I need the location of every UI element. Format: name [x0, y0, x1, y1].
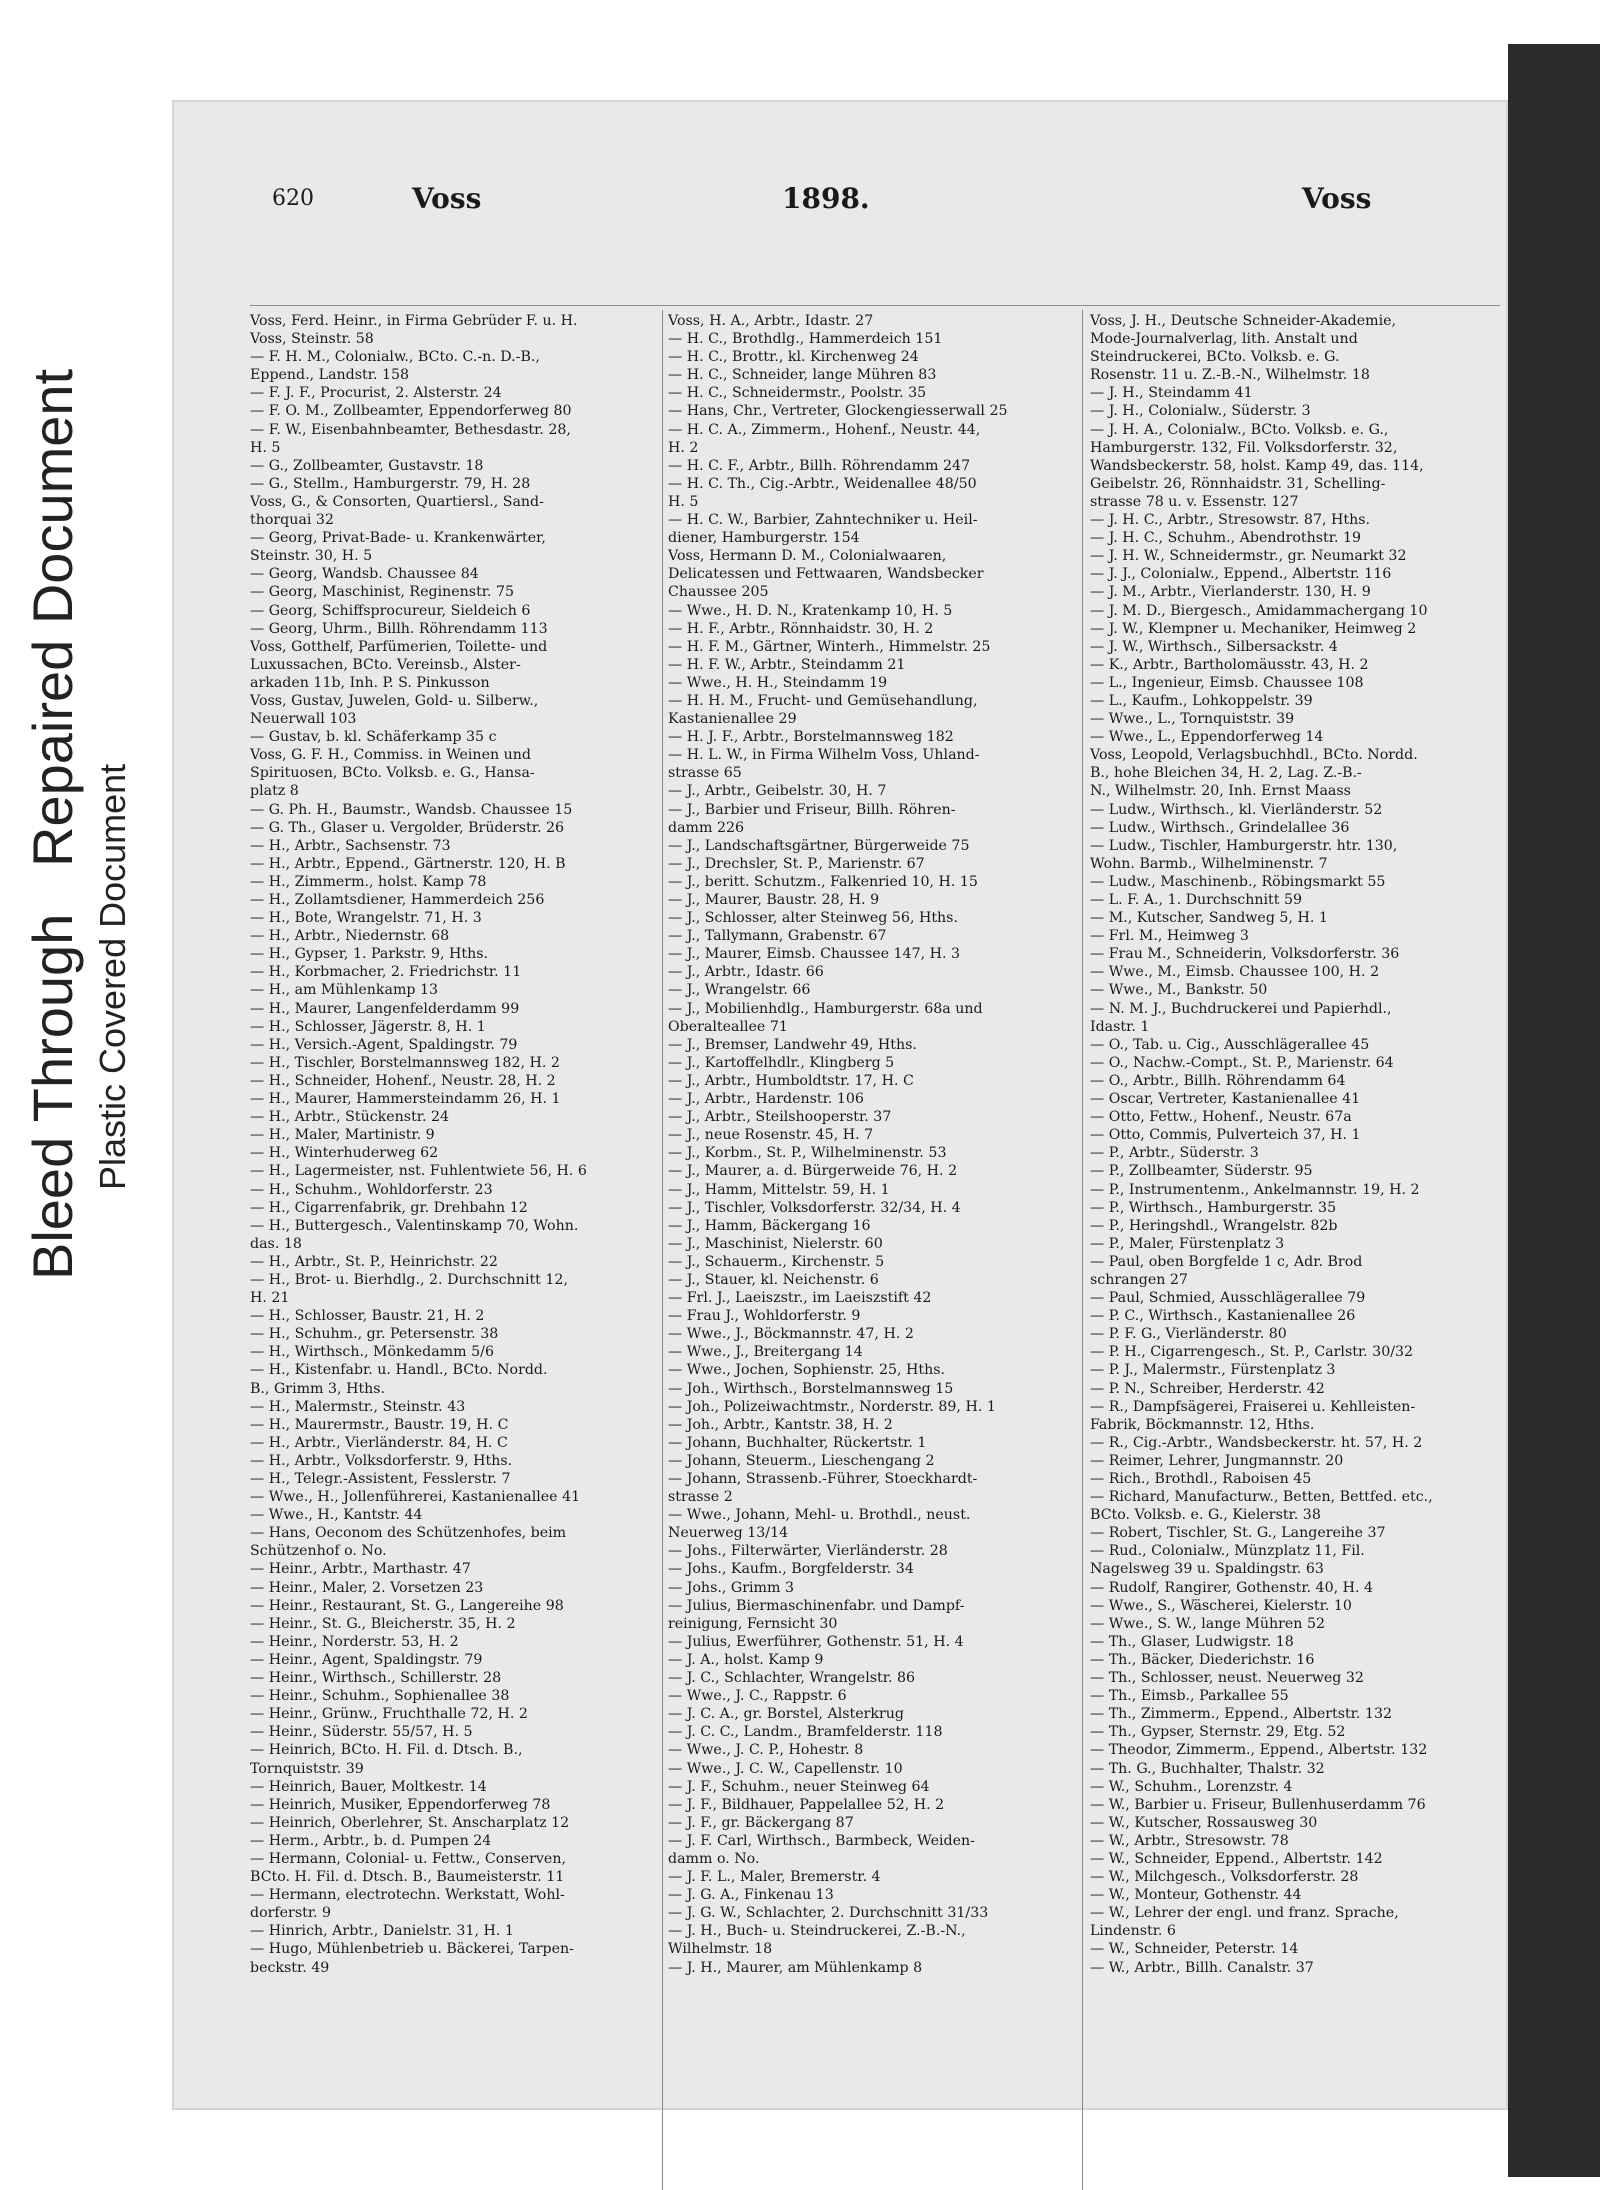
directory-entry-line: — H. C., Schneider, lange Mühren 83 — [668, 367, 937, 384]
directory-entry-line: — W., Arbtr., Stresowstr. 78 — [1090, 1832, 1289, 1849]
directory-entry-line: Luxussachen, BCto. Vereinsb., Alster- — [250, 656, 521, 673]
directory-entry-line: Mode-Journalverlag, lith. Anstalt und — [1090, 331, 1358, 348]
directory-entry-line: — Georg, Privat-Bade- u. Krankenwärter, — [250, 530, 546, 547]
directory-entry-line: — J. G. A., Finkenau 13 — [668, 1887, 834, 1904]
directory-entry-line: — Paul, Schmied, Ausschlägerallee 79 — [1090, 1290, 1366, 1307]
directory-entry-line: — Frau M., Schneiderin, Volksdorferstr. 36 — [1090, 946, 1400, 963]
directory-entry-line: — P., Heringshdl., Wrangelstr. 82b — [1090, 1217, 1338, 1234]
directory-entry-line: — J., Mobilienhdlg., Hamburgerstr. 68a und — [668, 1000, 983, 1017]
directory-entry-line: — H., Brot- u. Bierhdlg., 2. Durchschnitt 12, — [250, 1271, 568, 1288]
directory-entry-line: schrangen 27 — [1090, 1271, 1188, 1288]
directory-entry-line: — H., Schuhm., gr. Petersenstr. 38 — [250, 1326, 499, 1343]
directory-entry-line: — Julius, Ewerführer, Gothenstr. 51, H. 4 — [668, 1633, 964, 1650]
column-1 — [250, 312, 660, 1977]
directory-entry-line: — J., Maurer, a. d. Bürgerweide 76, H. 2 — [668, 1163, 958, 1180]
directory-entry-line: — Johann, Strassenb.-Führer, Stoeckhardt- — [668, 1471, 978, 1487]
directory-entry-line: — W., Lehrer der engl. und franz. Sprache, — [1090, 1905, 1399, 1922]
directory-entry-line: Neuerweg 13/14 — [668, 1525, 789, 1542]
directory-entry-line: — Rud., Colonialw., Münzplatz 11, Fil. — [1090, 1543, 1365, 1560]
directory-entry-line: — Hermann, electrotechn. Werkstatt, Wohl- — [250, 1887, 565, 1904]
directory-entry-line: — H. F. M., Gärtner, Winterh., Himmelstr. 25 — [668, 638, 991, 655]
directory-entry-line: — Hermann, Colonial- u. Fettw., Conserven, — [250, 1850, 566, 1867]
directory-entry-line: — Wwe., S., Wäscherei, Kielerstr. 10 — [1090, 1597, 1352, 1614]
directory-entry-line: N., Wilhelmstr. 20, Inh. Ernst Maass — [1090, 783, 1351, 800]
directory-entry-line: — Hugo, Mühlenbetrieb u. Bäckerei, Tarpen- — [250, 1941, 574, 1958]
running-head — [172, 180, 1508, 224]
directory-entry-line: — H., Bote, Wrangelstr. 71, H. 3 — [250, 910, 482, 927]
directory-entry-line: — M., Kutscher, Sandweg 5, H. 1 — [1090, 910, 1328, 927]
directory-entry-line: — J., Schauerm., Kirchenstr. 5 — [668, 1253, 885, 1270]
column-rule-2 — [1082, 310, 1083, 2190]
directory-entry-line: thorquai 32 — [250, 512, 334, 529]
directory-entry-line: — Th., Bäcker, Diederichstr. 16 — [1090, 1651, 1315, 1668]
directory-entry-line: — H., Zimmerm., holst. Kamp 78 — [250, 873, 487, 890]
directory-entry-line: — J., Barbier und Friseur, Billh. Röhren- — [668, 801, 956, 818]
directory-entry-line: — Th., Zimmerm., Eppend., Albertstr. 132 — [1090, 1706, 1393, 1723]
directory-entry-line: — Wwe., M., Bankstr. 50 — [1090, 982, 1268, 999]
directory-entry-line: — J. F., Schuhm., neuer Steinweg 64 — [668, 1778, 930, 1795]
directory-entry-line: — H., Zollamtsdiener, Hammerdeich 256 — [250, 892, 545, 908]
directory-entry-line: — R., Cig.-Arbtr., Wandsbeckerstr. ht. 57, H. 2 — [1090, 1434, 1423, 1451]
directory-entry-line: — H., am Mühlenkamp 13 — [250, 982, 439, 999]
directory-entry-line: — Johann, Buchhalter, Rückertstr. 1 — [668, 1434, 927, 1451]
directory-entry-line: — P., Wirthsch., Hamburgerstr. 35 — [1090, 1199, 1337, 1216]
directory-entry-line: — H., Korbmacher, 2. Friedrichstr. 11 — [250, 964, 522, 981]
directory-entry-line: — H. C., Brothdlg., Hammerdeich 151 — [668, 331, 943, 348]
directory-entry-line: Voss, Leopold, Verlagsbuchhdl., BCto. Nordd. — [1090, 747, 1418, 764]
directory-entry-line: — O., Arbtr., Billh. Röhrendamm 64 — [1090, 1072, 1346, 1089]
directory-entry-line: — Reimer, Lehrer, Jungmannstr. 20 — [1090, 1452, 1344, 1469]
directory-entry-line: — H. C., Brottr., kl. Kirchenweg 24 — [668, 349, 919, 366]
directory-entry-line: — Johs., Filterwärter, Vierländerstr. 28 — [668, 1543, 948, 1560]
directory-entry-line: — J., Bremser, Landwehr 49, Hths. — [668, 1036, 917, 1053]
directory-entry-line: — P. J., Malermstr., Fürstenplatz 3 — [1090, 1362, 1336, 1379]
directory-entry-line: Voss, Ferd. Heinr., in Firma Gebrüder F. u. H. — [250, 313, 578, 329]
directory-entry-line: — Ludw., Wirthsch., kl. Vierländerstr. 52 — [1090, 801, 1383, 818]
directory-entry-line: — Heinr., Arbtr., Marthastr. 47 — [250, 1561, 471, 1578]
directory-entry-line: — W., Milchgesch., Volksdorferstr. 28 — [1090, 1869, 1359, 1886]
directory-entry-line: — F. H. M., Colonialw., BCto. C.-n. D.-B., — [250, 349, 540, 366]
directory-entry-line: — H., Cigarrenfabrik, gr. Drehbahn 12 — [250, 1199, 528, 1216]
column-rule-1 — [662, 310, 663, 2190]
directory-entry-line: — L., Kaufm., Lohkoppelstr. 39 — [1090, 692, 1313, 709]
directory-entry-line: — J. F. Carl, Wirthsch., Barmbeck, Weiden- — [668, 1832, 975, 1849]
directory-entry-line: H. 5 — [250, 439, 281, 456]
directory-entry-line: H. 21 — [250, 1290, 290, 1307]
directory-entry-line: — H., Schneider, Hohenf., Neustr. 28, H. 2 — [250, 1072, 556, 1089]
directory-entry-line: — W., Monteur, Gothenstr. 44 — [1090, 1887, 1302, 1904]
directory-entry-line: — H., Schlosser, Baustr. 21, H. 2 — [250, 1308, 485, 1325]
directory-entry-line: Voss, Gotthelf, Parfümerien, Toilette- und — [250, 638, 548, 655]
directory-entry-line: Wohn. Barmb., Wilhelminenstr. 7 — [1090, 855, 1328, 872]
directory-entry-line: — H., Malermstr., Steinstr. 43 — [250, 1398, 466, 1415]
directory-entry-line: Rosenstr. 11 u. Z.-B.-N., Wilhelmstr. 18 — [1090, 367, 1370, 384]
directory-entry-line: — H. C. Th., Cig.-Arbtr., Weidenallee 48/50 — [668, 475, 977, 492]
directory-entry-line: — O., Nachw.-Compt., St. P., Marienstr. 64 — [1090, 1054, 1394, 1071]
directory-entry-line: — Wwe., H., Jollenführerei, Kastanienallee 41 — [250, 1489, 581, 1506]
directory-entry-line: — Theodor, Zimmerm., Eppend., Albertstr. 132 — [1090, 1742, 1428, 1759]
directory-entry-line: Delicatessen und Fettwaaren, Wandsbecker — [668, 566, 984, 583]
running-head-left: Voss — [412, 182, 482, 215]
directory-entry-line: — Otto, Commis, Pulverteich 37, H. 1 — [1090, 1127, 1361, 1144]
directory-entry-line: — Wwe., Johann, Mehl- u. Brothdl., neust. — [668, 1507, 971, 1524]
side-label-bleed-through: Bleed Through — [21, 913, 84, 1280]
directory-entry-line: Hamburgerstr. 132, Fil. Volksdorferstr. 32, — [1090, 439, 1398, 456]
directory-entry-line: — Frl. J., Laeiszstr., im Laeiszstift 42 — [668, 1290, 932, 1307]
directory-entry-line: das. 18 — [250, 1235, 302, 1252]
side-label-plastic-covered: Plastic Covered Document — [92, 763, 133, 1190]
directory-entry-line: — W., Schneider, Eppend., Albertstr. 142 — [1090, 1850, 1383, 1867]
directory-entry-line: — J., Maurer, Eimsb. Chaussee 147, H. 3 — [668, 946, 961, 963]
directory-entry-line: — Heinr., Schuhm., Sophienallee 38 — [250, 1688, 510, 1705]
side-labels — [0, 190, 160, 1290]
directory-entry-line: Voss, Hermann D. M., Colonialwaaren, — [668, 548, 947, 565]
directory-entry-line: — J. C. A., gr. Borstel, Alsterkrug — [668, 1706, 904, 1723]
directory-entry-line: — J. J., Colonialw., Eppend., Albertstr. 116 — [1090, 566, 1392, 583]
directory-entry-line: — J. H. A., Colonialw., BCto. Volksb. e. G., — [1090, 421, 1389, 438]
directory-entry-line: — Wwe., S. W., lange Mühren 52 — [1090, 1615, 1326, 1632]
directory-entry-line: Schützenhof o. No. — [250, 1543, 387, 1560]
directory-entry-line: — H., Schlosser, Jägerstr. 8, H. 1 — [250, 1018, 486, 1035]
directory-entry-line: — Gustav, b. kl. Schäferkamp 35 c — [250, 729, 497, 746]
directory-entry-line: — H. C., Schneidermstr., Poolstr. 35 — [668, 385, 927, 402]
directory-entry-line: — Joh., Wirthsch., Borstelmannsweg 15 — [668, 1380, 954, 1397]
directory-entry-line: — Heinrich, Oberlehrer, St. Anscharplatz 12 — [250, 1814, 570, 1831]
directory-entry-line: Neuerwall 103 — [250, 711, 357, 728]
directory-entry-line: Spirituosen, BCto. Volksb. e. G., Hansa- — [250, 765, 535, 782]
directory-entry-line: — G. Th., Glaser u. Vergolder, Brüderstr. 26 — [250, 819, 565, 836]
directory-entry-line: — H., Maurer, Hammersteindamm 26, H. 1 — [250, 1091, 561, 1108]
directory-entry-line: — H., Arbtr., Stückenstr. 24 — [250, 1109, 450, 1126]
directory-entry-line: — J., Arbtr., Hardenstr. 106 — [668, 1091, 864, 1108]
directory-entry-line: — J. W., Wirthsch., Silbersackstr. 4 — [1090, 638, 1338, 655]
directory-entry-line: Wilhelmstr. 18 — [668, 1941, 773, 1958]
directory-entry-line: B., hohe Bleichen 34, H. 2, Lag. Z.-B.- — [1090, 765, 1362, 782]
directory-entry-line: — J., Kartoffelhdlr., Klingberg 5 — [668, 1054, 895, 1071]
directory-entry-line: — H. F. W., Arbtr., Steindamm 21 — [668, 656, 906, 673]
directory-entry-line: — Heinrich, Bauer, Moltkestr. 14 — [250, 1778, 487, 1795]
directory-entry-line: Lindenstr. 6 — [1090, 1923, 1176, 1940]
directory-entry-line: — H. C. W., Barbier, Zahntechniker u. Heil- — [668, 512, 978, 529]
directory-entry-line: — F. O. M., Zollbeamter, Eppendorferweg 80 — [250, 403, 572, 420]
directory-entry-line: strasse 78 u. v. Essenstr. 127 — [1090, 493, 1299, 510]
directory-entry-line: — J., Maschinist, Nielerstr. 60 — [668, 1235, 883, 1252]
directory-entry-line: — J., Tallymann, Grabenstr. 67 — [668, 928, 887, 945]
directory-entry-line: — Wwe., H. D. N., Kratenkamp 10, H. 5 — [668, 602, 953, 619]
directory-entry-line: — H., Maler, Martinistr. 9 — [250, 1127, 435, 1144]
directory-entry-line: — H. J. F., Arbtr., Borstelmannsweg 182 — [668, 729, 954, 746]
directory-entry-line: — P., Zollbeamter, Süderstr. 95 — [1090, 1163, 1313, 1180]
directory-entry-line: strasse 2 — [668, 1489, 733, 1506]
directory-entry-line: — W., Arbtr., Billh. Canalstr. 37 — [1090, 1959, 1314, 1976]
directory-entry-line: — Richard, Manufacturw., Betten, Bettfed. etc., — [1090, 1489, 1433, 1506]
directory-entry-line: — H., Kistenfabr. u. Handl., BCto. Nordd. — [250, 1362, 548, 1379]
directory-entry-line: — Wwe., L., Eppendorferweg 14 — [1090, 729, 1324, 746]
directory-entry-line: — Heinrich, Musiker, Eppendorferweg 78 — [250, 1796, 551, 1813]
side-label-repaired-document: Repaired Document — [21, 368, 84, 867]
directory-entry-line: — Th., Eimsb., Parkallee 55 — [1090, 1688, 1289, 1705]
directory-entry-line: — Heinr., Maler, 2. Vorsetzen 23 — [250, 1579, 484, 1596]
directory-entry-line: Steinstr. 30, H. 5 — [250, 548, 373, 565]
directory-entry-line: Kastanienallee 29 — [668, 711, 797, 728]
directory-entry-line: — H. H. M., Frucht- und Gemüsehandlung, — [668, 692, 978, 709]
directory-entry-line: — Heinr., Süderstr. 55/57, H. 5 — [250, 1724, 473, 1741]
directory-entry-line: — J., beritt. Schutzm., Falkenried 10, H. 15 — [668, 873, 978, 890]
directory-entry-line: — W., Kutscher, Rossausweg 30 — [1090, 1814, 1318, 1831]
directory-entry-line: beckstr. 49 — [250, 1959, 330, 1976]
directory-entry-line: — J., Arbtr., Humboldtstr. 17, H. C — [668, 1072, 914, 1089]
directory-entry-line: — J. H. C., Schuhm., Abendrothstr. 19 — [1090, 530, 1362, 547]
directory-entry-line: — Th., Glaser, Ludwigstr. 18 — [1090, 1633, 1294, 1650]
directory-entry-line: — H., Arbtr., St. P., Heinrichstr. 22 — [250, 1253, 498, 1270]
directory-entry-line: — N. M. J., Buchdruckerei und Papierhdl., — [1090, 1000, 1392, 1017]
directory-entry-line: — Hans, Oeconom des Schützenhofes, beim — [250, 1525, 567, 1542]
directory-entry-line: — H., Wirthsch., Mönkedamm 5/6 — [250, 1344, 494, 1361]
directory-entry-line: — Georg, Uhrm., Billh. Röhrendamm 113 — [250, 620, 548, 637]
directory-entry-line: — H., Versich.-Agent, Spaldingstr. 79 — [250, 1036, 518, 1053]
directory-entry-line: — J. H., Buch- u. Steindruckerei, Z.-B.-N., — [668, 1923, 966, 1940]
directory-entry-line: — Johs., Kaufm., Borgfelderstr. 34 — [668, 1561, 914, 1578]
directory-entry-line: — J. F., Bildhauer, Pappelallee 52, H. 2 — [668, 1796, 945, 1813]
directory-entry-line: — Georg, Schiffsprocureur, Sieldeich 6 — [250, 602, 531, 619]
directory-entry-line: — J., Korbm., St. P., Wilhelminenstr. 53 — [668, 1145, 947, 1162]
directory-entry-line: dorferstr. 9 — [250, 1905, 332, 1922]
directory-entry-line: — Wwe., Jochen, Sophienstr. 25, Hths. — [668, 1362, 946, 1379]
directory-entry-line: — J. H., Colonialw., Süderstr. 3 — [1090, 403, 1311, 420]
directory-entry-line: — Ludw., Wirthsch., Grindelallee 36 — [1090, 819, 1350, 836]
directory-entry-line: — Heinr., Wirthsch., Schillerstr. 28 — [250, 1670, 502, 1687]
directory-entry-line: — Frl. M., Heimweg 3 — [1090, 928, 1249, 945]
directory-entry-line: — H., Arbtr., Vierländerstr. 84, H. C — [250, 1434, 508, 1451]
directory-entry-line: — J., Landschaftsgärtner, Bürgerweide 75 — [668, 837, 970, 854]
directory-entry-line: — P. F. G., Vierländerstr. 80 — [1090, 1326, 1287, 1343]
directory-entry-line: — J., neue Rosenstr. 45, H. 7 — [668, 1127, 874, 1144]
directory-entry-line: B., Grimm 3, Hths. — [250, 1380, 386, 1397]
directory-entry-line: — J., Wrangelstr. 66 — [668, 982, 811, 999]
directory-entry-line: — J. H. C., Arbtr., Stresowstr. 87, Hths. — [1090, 512, 1370, 529]
directory-entry-line: — Hans, Chr., Vertreter, Glockengiesserwall 25 — [668, 403, 1008, 420]
directory-entry-line: — Robert, Tischler, St. G., Langereihe 37 — [1090, 1525, 1386, 1542]
directory-entry-line: — J., Hamm, Bäckergang 16 — [668, 1217, 871, 1234]
directory-entry-line: — Hinrich, Arbtr., Danielstr. 31, H. 1 — [250, 1923, 514, 1940]
directory-entry-line: — Georg, Maschinist, Reginenstr. 75 — [250, 584, 515, 601]
directory-entry-line: — Heinrich, BCto. H. Fil. d. Dtsch. B., — [250, 1742, 523, 1759]
directory-entry-line: — J. C. C., Landm., Bramfelderstr. 118 — [668, 1724, 943, 1741]
directory-entry-line: — J. W., Klempner u. Mechaniker, Heimweg 2 — [1090, 620, 1417, 637]
directory-entry-line: — Heinr., St. G., Bleicherstr. 35, H. 2 — [250, 1615, 516, 1632]
directory-entry-line: — Heinr., Restaurant, St. G., Langereihe 98 — [250, 1597, 564, 1614]
directory-entry-line: — H. C. F., Arbtr., Billh. Röhrendamm 247 — [668, 457, 971, 474]
directory-entry-line: Idastr. 1 — [1090, 1018, 1150, 1035]
directory-entry-line: H. 2 — [668, 439, 699, 456]
directory-entry-line: — Wwe., J., Böckmannstr. 47, H. 2 — [668, 1326, 914, 1343]
directory-entry-line: — J., Hamm, Mittelstr. 59, H. 1 — [668, 1181, 890, 1198]
header-rule — [250, 305, 1500, 306]
directory-entry-line: — H., Lagermeister, nst. Fuhlentwiete 56, H. 6 — [250, 1163, 587, 1180]
directory-entry-line: — Heinr., Norderstr. 53, H. 2 — [250, 1633, 459, 1650]
directory-entry-line: — K., Arbtr., Bartholomäusstr. 43, H. 2 — [1090, 656, 1369, 673]
column-2 — [668, 312, 1078, 1977]
directory-entry-line: — L. F. A., 1. Durchschnitt 59 — [1090, 892, 1302, 908]
directory-entry-line: Nagelsweg 39 u. Spaldingstr. 63 — [1090, 1561, 1324, 1578]
directory-entry-line: — H., Winterhuderweg 62 — [250, 1145, 439, 1162]
directory-entry-line: — J. C., Schlachter, Wrangelstr. 86 — [668, 1670, 916, 1687]
directory-entry-line: — L., Ingenieur, Eimsb. Chaussee 108 — [1090, 674, 1364, 691]
directory-entry-line: — H., Buttergesch., Valentinskamp 70, Wohn. — [250, 1217, 579, 1234]
directory-entry-line: — G. Ph. H., Baumstr., Wandsb. Chaussee 15 — [250, 801, 573, 818]
directory-entry-line: — J., Maurer, Baustr. 28, H. 9 — [668, 892, 880, 908]
directory-entry-line: — Wwe., J. C., Rappstr. 6 — [668, 1688, 847, 1705]
directory-entry-line: — Oscar, Vertreter, Kastanienallee 41 — [1090, 1091, 1361, 1108]
side-label-line-1 — [20, 369, 85, 1280]
running-head-year: 1898. — [782, 182, 870, 215]
directory-entry-line: — Rudolf, Rangirer, Gothenstr. 40, H. 4 — [1090, 1579, 1374, 1596]
directory-entry-line: — H., Arbtr., Volksdorferstr. 9, Hths. — [250, 1452, 513, 1469]
directory-entry-line: — Wwe., M., Eimsb. Chaussee 100, H. 2 — [1090, 964, 1380, 981]
directory-entry-line: Voss, H. A., Arbtr., Idastr. 27 — [668, 313, 874, 329]
directory-entry-line: — Heinr., Grünw., Fruchthalle 72, H. 2 — [250, 1706, 528, 1723]
directory-entry-line: BCto. H. Fil. d. Dtsch. B., Baumeisterstr. 11 — [250, 1869, 565, 1886]
column-3 — [1090, 312, 1500, 1977]
directory-entry-line: — H., Schuhm., Wohldorferstr. 23 — [250, 1181, 493, 1198]
directory-entry-line: — J., Drechsler, St. P., Marienstr. 67 — [668, 855, 925, 872]
directory-entry-line: H. 5 — [668, 493, 699, 510]
directory-page — [172, 100, 1508, 2110]
directory-entry-line: — F. W., Eisenbahnbeamter, Bethesdastr. 28, — [250, 421, 571, 438]
directory-entry-line: diener, Hamburgerstr. 154 — [668, 530, 860, 547]
directory-entry-line: — J., Stauer, kl. Neichenstr. 6 — [668, 1271, 879, 1288]
directory-entry-line: — Heinr., Agent, Spaldingstr. 79 — [250, 1651, 483, 1668]
directory-entry-line: — Wwe., H., Kantstr. 44 — [250, 1507, 423, 1524]
directory-entry-line: reinigung, Fernsicht 30 — [668, 1615, 838, 1632]
directory-entry-line: — H. L. W., in Firma Wilhelm Voss, Uhland- — [668, 747, 980, 764]
directory-entry-line: Geibelstr. 26, Rönnhaidstr. 31, Schelling- — [1090, 475, 1386, 492]
directory-entry-line: Voss, G., & Consorten, Quartiersl., Sand- — [250, 493, 544, 510]
directory-entry-line: — G., Zollbeamter, Gustavstr. 18 — [250, 457, 484, 474]
directory-entry-line: arkaden 11b, Inh. P. S. Pinkusson — [250, 674, 490, 691]
directory-entry-line: — H., Arbtr., Niedernstr. 68 — [250, 928, 450, 945]
directory-entry-line: — Joh., Polizeiwachtmstr., Norderstr. 89, H. 1 — [668, 1398, 996, 1415]
directory-entry-line: Chaussee 205 — [668, 584, 769, 601]
directory-entry-line: — Otto, Fettw., Hohenf., Neustr. 67a — [1090, 1109, 1352, 1126]
directory-entry-line: — J. F., gr. Bäckergang 87 — [668, 1814, 854, 1831]
directory-entry-line: — J., Arbtr., Steilshooperstr. 37 — [668, 1109, 892, 1126]
directory-entry-line: — Frau J., Wohldorferstr. 9 — [668, 1308, 861, 1325]
directory-entry-line: — Wwe., H. H., Steindamm 19 — [668, 674, 888, 691]
directory-entry-line: damm o. No. — [668, 1850, 760, 1867]
directory-entry-line: — Johann, Steuerm., Lieschengang 2 — [668, 1452, 935, 1469]
directory-entry-line: strasse 65 — [668, 765, 742, 782]
page-number: 620 — [272, 186, 314, 211]
directory-entry-line: — H., Maurer, Langenfelderdamm 99 — [250, 1000, 520, 1017]
directory-entry-line: BCto. Volksb. e. G., Kielerstr. 38 — [1090, 1507, 1321, 1524]
directory-entry-line: — O., Tab. u. Cig., Ausschlägerallee 45 — [1090, 1036, 1370, 1053]
directory-entry-line: — J. H. W., Schneidermstr., gr. Neumarkt 32 — [1090, 548, 1407, 565]
directory-entry-line: — J., Arbtr., Idastr. 66 — [668, 964, 824, 981]
directory-entry-line: — J. M. D., Biergesch., Amidammachergang 10 — [1090, 602, 1428, 619]
directory-entry-line: — J. F. L., Maler, Bremerstr. 4 — [668, 1869, 881, 1886]
directory-entry-line: Voss, Steinstr. 58 — [250, 331, 374, 348]
directory-entry-line: Oberalteallee 71 — [668, 1018, 788, 1035]
directory-entry-line: — Wwe., J. C. W., Capellenstr. 10 — [668, 1760, 903, 1777]
directory-entry-line: — J. H., Maurer, am Mühlenkamp 8 — [668, 1959, 923, 1976]
directory-entry-line: — Wwe., L., Tornquiststr. 39 — [1090, 711, 1295, 728]
directory-entry-line: platz 8 — [250, 783, 299, 800]
directory-entry-line: — W., Schuhm., Lorenzstr. 4 — [1090, 1778, 1293, 1795]
directory-entry-line: Tornquiststr. 39 — [250, 1760, 364, 1777]
directory-entry-line: — P. H., Cigarrengesch., St. P., Carlstr. 30/32 — [1090, 1344, 1414, 1361]
directory-entry-line: — G., Stellm., Hamburgerstr. 79, H. 28 — [250, 475, 531, 492]
directory-entry-line: — H., Telegr.-Assistent, Fesslerstr. 7 — [250, 1471, 511, 1487]
directory-entry-line: — Wwe., J. C. P., Hohestr. 8 — [668, 1742, 864, 1759]
directory-entry-line: — R., Dampfsägerei, Fraiserei u. Kehlleisten- — [1090, 1398, 1416, 1415]
directory-entry-line: — W., Barbier u. Friseur, Bullenhuserdamm 76 — [1090, 1796, 1426, 1813]
directory-entry-line: — P. C., Wirthsch., Kastanienallee 26 — [1090, 1308, 1356, 1325]
directory-entry-line: — J. A., holst. Kamp 9 — [668, 1651, 824, 1668]
directory-entry-line: — J. M., Arbtr., Vierlanderstr. 130, H. 9 — [1090, 584, 1371, 601]
directory-entry-line: — H., Tischler, Borstelmannsweg 182, H. 2 — [250, 1054, 560, 1071]
directory-entry-line: — P., Instrumentenm., Ankelmannstr. 19, H. 2 — [1090, 1181, 1420, 1198]
directory-entry-line: Voss, J. H., Deutsche Schneider-Akademie, — [1090, 313, 1397, 329]
directory-entry-line: — Julius, Biermaschinenfabr. und Dampf- — [668, 1597, 965, 1614]
directory-entry-line: — H., Arbtr., Sachsenstr. 73 — [250, 837, 451, 854]
directory-entry-line: — J., Tischler, Volksdorferstr. 32/34, H. 4 — [668, 1199, 961, 1216]
directory-entry-line: — J., Arbtr., Geibelstr. 30, H. 7 — [668, 783, 887, 800]
directory-entry-line: — F. J. F., Procurist, 2. Alsterstr. 24 — [250, 385, 502, 402]
directory-entry-line: — J. H., Steindamm 41 — [1090, 385, 1253, 402]
directory-entry-line: — Georg, Wandsb. Chaussee 84 — [250, 566, 479, 583]
directory-entry-line: — Paul, oben Borgfelde 1 c, Adr. Brod — [1090, 1253, 1363, 1270]
directory-entry-line: — P., Maler, Fürstenplatz 3 — [1090, 1235, 1285, 1252]
directory-entry-line: — Ludw., Tischler, Hamburgerstr. htr. 130, — [1090, 837, 1398, 854]
directory-entry-line: — Ludw., Maschinenb., Röbingsmarkt 55 — [1090, 873, 1386, 890]
directory-entry-line: Voss, G. F. H., Commiss. in Weinen und — [250, 747, 531, 764]
directory-entry-line: — Rich., Brothdl., Raboisen 45 — [1090, 1471, 1312, 1487]
directory-entry-line: — P. N., Schreiber, Herderstr. 42 — [1090, 1380, 1325, 1397]
directory-entry-line: — Th. G., Buchhalter, Thalstr. 32 — [1090, 1760, 1325, 1777]
directory-entry-line: — H., Arbtr., Eppend., Gärtnerstr. 120, H. B — [250, 855, 566, 872]
directory-entry-line: damm 226 — [668, 819, 745, 836]
directory-entry-line: — P., Arbtr., Süderstr. 3 — [1090, 1145, 1259, 1162]
running-head-right: Voss — [1302, 182, 1372, 215]
directory-entry-line: Wandsbeckerstr. 58, holst. Kamp 49, das. 114, — [1090, 457, 1424, 474]
directory-entry-line: — H., Gypser, 1. Parkstr. 9, Hths. — [250, 946, 489, 963]
directory-entry-line: — H., Maurermstr., Baustr. 19, H. C — [250, 1416, 509, 1433]
directory-entry-line: — Th., Gypser, Sternstr. 29, Etg. 52 — [1090, 1724, 1346, 1741]
directory-entry-line: — H. F., Arbtr., Rönnhaidstr. 30, H. 2 — [668, 620, 934, 637]
directory-entry-line: — Herm., Arbtr., b. d. Pumpen 24 — [250, 1832, 492, 1849]
directory-entry-line: Steindruckerei, BCto. Volksb. e. G. — [1090, 349, 1340, 366]
directory-entry-line: — H. C. A., Zimmerm., Hohenf., Neustr. 44, — [668, 421, 981, 438]
directory-entry-line: — Joh., Arbtr., Kantstr. 38, H. 2 — [668, 1416, 893, 1433]
directory-entry-line: — Johs., Grimm 3 — [668, 1579, 794, 1596]
directory-entry-line: — W., Schneider, Peterstr. 14 — [1090, 1941, 1299, 1958]
directory-entry-line: — J., Schlosser, alter Steinweg 56, Hths. — [668, 910, 958, 927]
directory-entry-line: Voss, Gustav, Juwelen, Gold- u. Silberw., — [250, 692, 539, 709]
directory-entry-line: — Wwe., J., Breitergang 14 — [668, 1344, 863, 1361]
directory-entry-line: Fabrik, Böckmannstr. 12, Hths. — [1090, 1416, 1315, 1433]
directory-entry-line: — Th., Schlosser, neust. Neuerweg 32 — [1090, 1670, 1364, 1687]
directory-entry-line: Eppend., Landstr. 158 — [250, 367, 410, 384]
scan-edge-shadow — [1508, 44, 1600, 2177]
directory-entry-line: — J. G. W., Schlachter, 2. Durchschnitt 31/33 — [668, 1905, 989, 1922]
